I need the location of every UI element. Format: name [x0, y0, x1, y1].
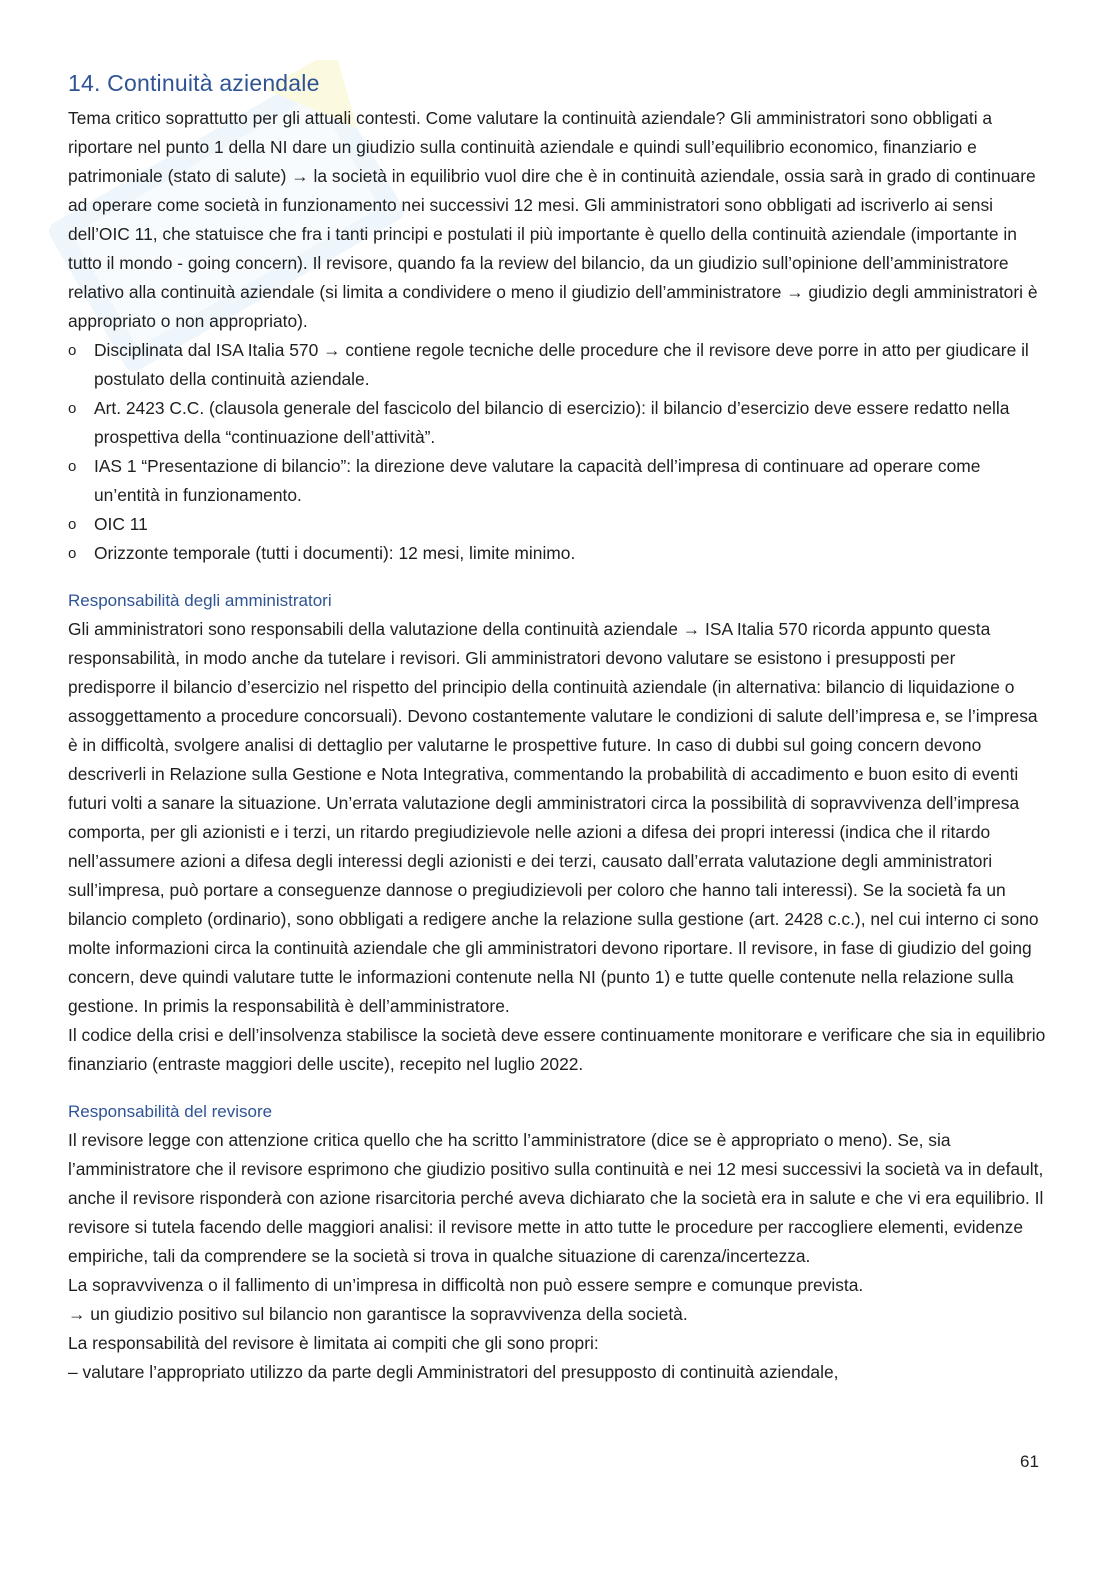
- list-item-text: Disciplinata dal ISA Italia 570 → contiene regole tecniche delle procedure che il revisore deve porre in atto per giudicare il postulato della continuità aziendale.: [94, 340, 1029, 389]
- list-item: [68, 452, 1048, 510]
- page-number: 61: [1020, 1452, 1039, 1471]
- bullet-icon: o: [68, 516, 77, 533]
- list-item-text: Orizzonte temporale (tutti i documenti): 12 mesi, limite minimo.: [94, 543, 576, 563]
- list-item: [68, 539, 1048, 568]
- sopravvivenza-paragraph: La sopravvivenza o il fallimento di un’impresa in difficoltà non può essere sempre e comunque prevista.: [68, 1275, 864, 1295]
- bullet-list: [68, 336, 1048, 568]
- valutare-paragraph: – valutare l’appropriato utilizzo da parte degli Amministratori del presupposto di continuità aziendale,: [68, 1362, 839, 1382]
- list-item-text: Art. 2423 C.C. (clausola generale del fascicolo del bilancio di esercizio): il bilancio d’esercizio deve essere redatto nella prospettiva della “continuazione dell’attività”.: [94, 398, 1010, 447]
- list-item-text: OIC 11: [94, 514, 148, 534]
- list-item: [68, 510, 1048, 539]
- list-item-text: IAS 1 “Presentazione di bilancio”: la direzione deve valutare la capacità dell’impresa di continuare ad operare come un’entità in funzionamento.: [94, 456, 981, 505]
- subsection-heading-revisore: Responsabilità del revisore: [68, 1102, 273, 1121]
- document-page: [68, 66, 1048, 1387]
- responsabilita-paragraph: La responsabilità del revisore è limitata ai compiti che gli sono propri:: [68, 1333, 599, 1353]
- amministratori-paragraph: Gli amministratori sono responsabili della valutazione della continuità aziendale → ISA Italia 570 ricorda appunto questa responsabilità, in modo anche da tutelare i revisori. Gli amministratori devono valutare se esistono i presupposti per predisporre il bilancio d’esercizio nel rispetto del principio della continuità aziendale (in alternativa: bilancio di liquidazione o assoggettamento a procedure concorsuali). Devono costantemente valutare le condizioni di salute dell’impresa e, se l’impresa è in difficoltà, svolgere analisi di dettaglio per valutarne le prospettive future. In caso di dubbi sul going concern devono descriverli in Relazione sulla Gestione e Nota Integrativa, commentando la probabilità di accadimento e buon esito di eventi futuri volti a sanare la situazione. Un’errata valutazione degli amministratori circa la possibilità di sopravvivenza dell’impresa comporta, per gli azionisti e i terzi, un ritardo pregiudizievole nelle azioni a difesa dei propri interessi (indica che il ritardo nell’assumere azioni a difesa degli interessi degli azionisti e dei terzi, causato dall’errata valutazione degli amministratori sull’impresa, può portare a conseguenze dannose o pregiudizievoli per coloro che hanno tali interessi). Se la società fa un bilancio completo (ordinario), sono obbligati a redigere anche la relazione sulla gestione (art. 2428 c.c.), nel cui interno ci sono molte informazioni circa la continuità aziendale che gli amministratori devono riportare. Il revisore, in fase di giudizio del going concern, deve quindi valutare tutte le informazioni contenute nella NI (punto 1) e tutte quelle contenute nella relazione sulla gestione. In primis la responsabilità è dell’amministratore.: [68, 619, 1039, 1016]
- bullet-icon: o: [68, 458, 77, 475]
- bullet-icon: o: [68, 342, 77, 359]
- section-title: 14. Continuità aziendale: [68, 70, 320, 96]
- codice-crisi-paragraph: Il codice della crisi e dell’insolvenza stabilisce la società deve essere continuamente monitorare e verificare che sia in equilibrio finanziario (entraste maggiori delle uscite), recepito nel luglio 2022.: [68, 1025, 1046, 1074]
- subsection-heading-amministratori: Responsabilità degli amministratori: [68, 591, 332, 610]
- giudizio-paragraph: → un giudizio positivo sul bilancio non garantisce la sopravvivenza della società.: [68, 1304, 688, 1324]
- intro-paragraph: Tema critico soprattutto per gli attuali contesti. Come valutare la continuità aziendale? Gli amministratori sono obbligati a riportare nel punto 1 della NI dare un giudizio sulla continuità aziendale e quindi sull’equilibrio economico, finanziario e patrimoniale (stato di salute) → la società in equilibrio vuol dire che è in continuità aziendale, ossia sarà in grado di continuare ad operare come società in funzionamento nei successivi 12 mesi. Gli amministratori sono obbligati ad iscriverlo ai sensi dell’OIC 11, che statuisce che fra i tanti principi e postulati il più importante è quello della continuità aziendale (importante in tutto il mondo - going concern). Il revisore, quando fa la review del bilancio, da un giudizio sull’opinione dell’amministratore relativo alla continuità aziendale (si limita a condividere o meno il giudizio dell’amministratore → giudizio degli amministratori è appropriato o non appropriato).: [68, 108, 1038, 331]
- list-item: [68, 394, 1048, 452]
- list-item: [68, 336, 1048, 394]
- bullet-icon: o: [68, 400, 77, 417]
- bullet-icon: o: [68, 545, 77, 562]
- revisore-paragraph: Il revisore legge con attenzione critica quello che ha scritto l’amministratore (dice se è appropriato o meno). Se, sia l’amministratore che il revisore esprimono che giudizio positivo sulla continuità e nei 12 mesi successivi la società va in default, anche il revisore risponderà con azione risarcitoria perché aveva dichiarato che la società era in salute e che vi era equilibrio. Il revisore si tutela facendo delle maggiori analisi: il revisore mette in atto tutte le procedure per raccogliere elementi, evidenze empiriche, tali da comprendere se la società si trova in qualche situazione di carenza/incertezza.: [68, 1130, 1044, 1266]
